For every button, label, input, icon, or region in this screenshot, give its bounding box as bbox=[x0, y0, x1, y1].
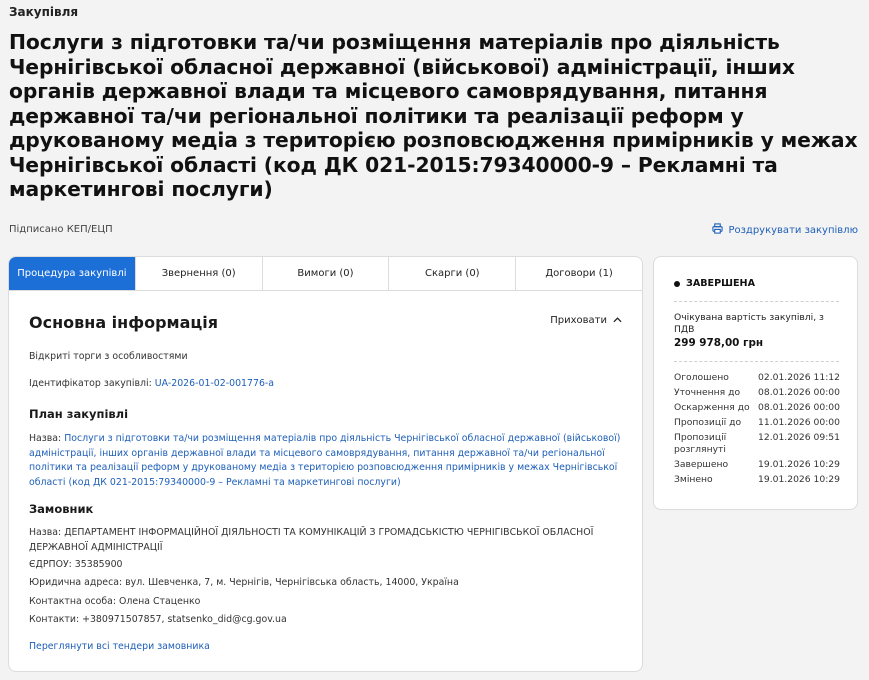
date-value: 19.01.2026 10:29 bbox=[758, 459, 841, 470]
status-dot-icon bbox=[674, 281, 680, 287]
date-label: Уточнення до bbox=[674, 387, 741, 398]
date-value: 08.01.2026 00:00 bbox=[758, 402, 841, 413]
tab-contracts[interactable]: Договори (1) bbox=[545, 268, 613, 279]
date-label: Завершено bbox=[674, 459, 729, 470]
customer-contact-person: Контактна особа: Олена Стаценко bbox=[29, 596, 201, 607]
status-badge bbox=[674, 278, 755, 289]
date-label: Змінено bbox=[674, 474, 713, 485]
plan-name bbox=[29, 432, 625, 490]
signed-label: Підписано КЕП/ЕЦП bbox=[9, 224, 113, 235]
date-label: Оскарження до bbox=[674, 402, 750, 413]
section-title: Основна інформація bbox=[29, 313, 219, 332]
date-value: 08.01.2026 00:00 bbox=[758, 387, 841, 398]
customer-address: Юридична адреса: вул. Шевченка, 7, м. Чернігів, Чернігівська область, 14000, Україна bbox=[29, 577, 459, 588]
date-label: Оголошено bbox=[674, 372, 729, 383]
tab-procedure[interactable]: Процедура закупівлі bbox=[9, 257, 136, 290]
expected-value: 299 978,00 грн bbox=[674, 337, 764, 349]
customer-edrpou: ЄДРПОУ: 35385900 bbox=[29, 559, 123, 570]
page-title: Послуги з підготовки та/чи розміщення матеріалів про діяльність Чернігівської обласної державної (військової) адміністрації, інших органів державної влади та місцевого самоврядування, питання державної та/чи регіональної політики та реалізації реформ у друкованому медіа з територією розповсюдження примірників у межах Чернігівської області (код ДК 021-2015:79340000-9 – Рекламні та маркетингові послуги) bbox=[9, 30, 858, 201]
tab-requirements[interactable]: Вимоги (0) bbox=[263, 257, 390, 290]
expected-value-label: Очікувана вартість закупівлі, з ПДВ bbox=[674, 312, 824, 335]
procedure-card bbox=[8, 256, 643, 672]
plan-name-link[interactable]: Послуги з підготовки та/чи розміщення матеріалів про діяльність Чернігівської обласної державної (військової) адміністрації, інших органів державної влади та місцевого самоврядування, питання державної та/чи регіональної політики та реалізації реформ у друкованому медіа з територією розповсюдження примірників у межах Чернігівської області (код ДК 021-2015:79340000-9 – Рекламні та маркетингові послуги) bbox=[29, 433, 621, 488]
procurement-id-link[interactable]: UA-2026-01-02-001776-a bbox=[154, 378, 275, 389]
date-value: 12.01.2026 09:51 bbox=[758, 432, 841, 443]
chevron-up-icon bbox=[613, 315, 622, 326]
procedure-type: Відкриті торги з особливостями bbox=[29, 351, 188, 362]
divider bbox=[674, 301, 839, 302]
date-value: 19.01.2026 10:29 bbox=[758, 474, 841, 485]
hide-label: Приховати bbox=[550, 315, 607, 326]
date-value: 02.01.2026 11:12 bbox=[758, 372, 841, 383]
plan-name-label: Назва: bbox=[29, 433, 62, 444]
status-card bbox=[653, 256, 858, 510]
customer-contacts: Контакти: +380971507857, statsenko_did@cg.gov.ua bbox=[29, 614, 287, 625]
plan-title: План закупівлі bbox=[29, 407, 129, 421]
tab-bar bbox=[9, 257, 642, 291]
print-label: Роздрукувати закупівлю bbox=[728, 224, 858, 236]
page-kicker: Закупівля bbox=[9, 5, 79, 19]
print-procurement-link[interactable] bbox=[712, 223, 858, 237]
date-label: Пропозиції розглянуті bbox=[674, 432, 727, 455]
status-label: ЗАВЕРШЕНА bbox=[686, 278, 755, 289]
customer-title: Замовник bbox=[29, 502, 94, 516]
divider bbox=[674, 361, 839, 362]
printer-icon bbox=[712, 223, 723, 237]
date-value: 11.01.2026 00:00 bbox=[758, 417, 841, 428]
date-label: Пропозиції до bbox=[674, 417, 742, 428]
customer-name: Назва: ДЕПАРТАМЕНТ ІНФОРМАЦІЙНОЇ ДІЯЛЬНОСТІ ТА КОМУНІКАЦІЙ З ГРОМАДСЬКІСТЮ ЧЕРНІГІВСЬКОЇ ОБЛАСНОЇ ДЕРЖАВНОЇ АДМІНІСТРАЦІЇ bbox=[29, 527, 594, 553]
hide-button[interactable] bbox=[550, 315, 622, 326]
procurement-id-label: Ідентифікатор закупівлі: bbox=[29, 378, 152, 389]
all-tenders-link[interactable]: Переглянути всі тендери замовника bbox=[29, 641, 210, 652]
tab-complaints[interactable]: Скарги (0) bbox=[389, 257, 516, 290]
tab-appeals[interactable]: Звернення (0) bbox=[136, 257, 263, 290]
procurement-id-row bbox=[29, 377, 274, 392]
